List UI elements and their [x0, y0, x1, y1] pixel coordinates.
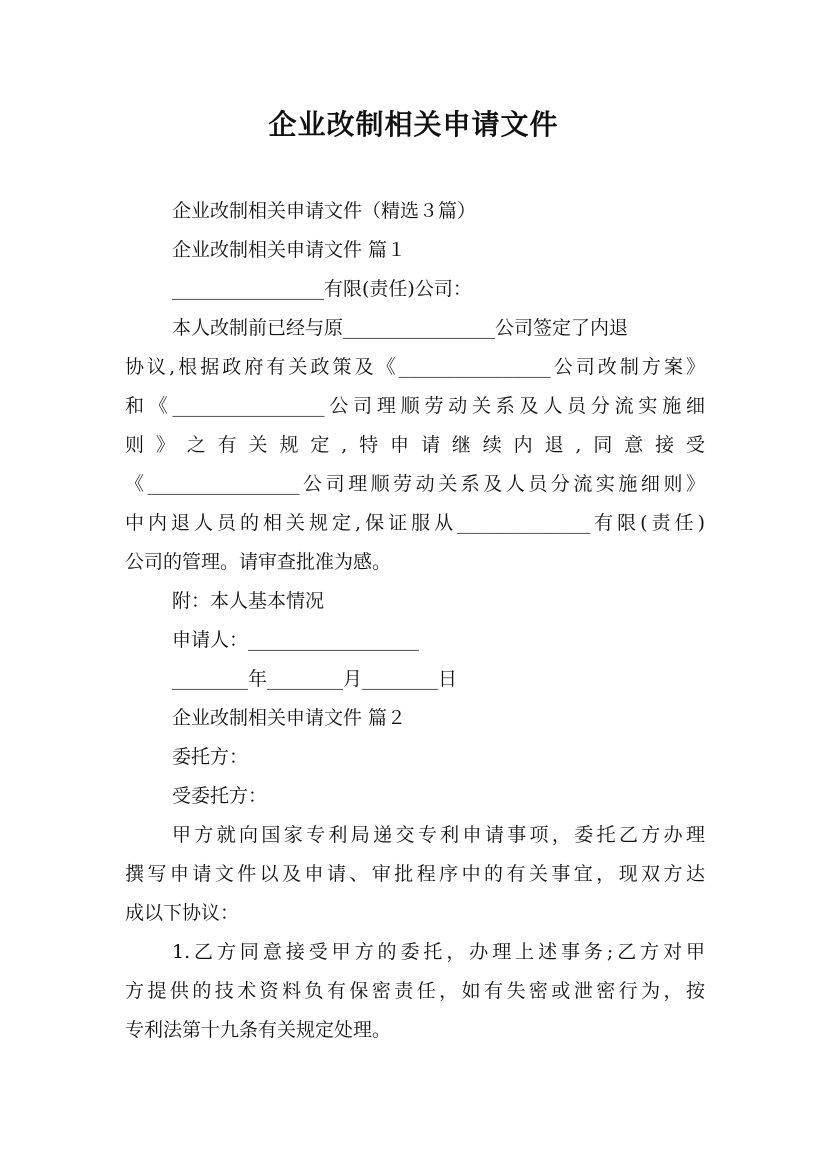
date-line: ________年________月________日	[172, 668, 458, 690]
attachment-line: 附：本人基本情况	[172, 590, 325, 612]
paragraph-3-line-1: 1.乙方同意接受甲方的委托，办理上述事务;乙方对甲	[172, 941, 705, 963]
agent-line: 受委托方：	[172, 785, 268, 807]
subtitle: 企业改制相关申请文件（精选３篇）	[172, 200, 477, 222]
document-title: 企业改制相关申请文件	[268, 108, 559, 141]
paragraph-1-line-6: 中内退人员的相关规定,保证服从______________有限(责任)	[125, 512, 705, 534]
paragraph-1-line-3: 和《________________公司理顺劳动关系及人员分流实施细	[125, 395, 705, 417]
paragraph-2-line-2: 撰写申请文件以及申请、审批程序中的有关事宜，现双方达	[125, 863, 705, 885]
paragraph-1-line-2: 协议,根据政府有关政策及《________________公司改制方案》	[125, 356, 705, 378]
applicant-line: 申请人：__________________	[172, 629, 420, 651]
paragraph-1-line-7: 公司的管理。请审查批准为感。	[125, 551, 392, 573]
section-2-heading: 企业改制相关申请文件 篇２	[172, 707, 407, 729]
principal-line: 委托方：	[172, 746, 249, 768]
section-1-heading: 企业改制相关申请文件 篇１	[172, 239, 407, 261]
paragraph-2-line-3: 成以下协议：	[125, 902, 240, 924]
addressee-line: ________________有限(责任)公司：	[172, 278, 472, 300]
paragraph-1-line-4: 则》之有关规定,特申请继续内退,同意接受	[125, 434, 705, 456]
paragraph-3-line-3: 专利法第十九条有关规定处理。	[125, 1019, 392, 1041]
paragraph-2-line-1: 甲方就向国家专利局递交专利申请事项，委托乙方办理	[172, 824, 705, 846]
paragraph-1-line-1: 本人改制前已经与原________________公司签定了内退	[172, 317, 629, 339]
paragraph-1-line-5: 《________________公司理顺劳动关系及人员分流实施细则》	[125, 473, 705, 495]
paragraph-3-line-2: 方提供的技术资料负有保密责任，如有失密或泄密行为，按	[125, 980, 705, 1002]
